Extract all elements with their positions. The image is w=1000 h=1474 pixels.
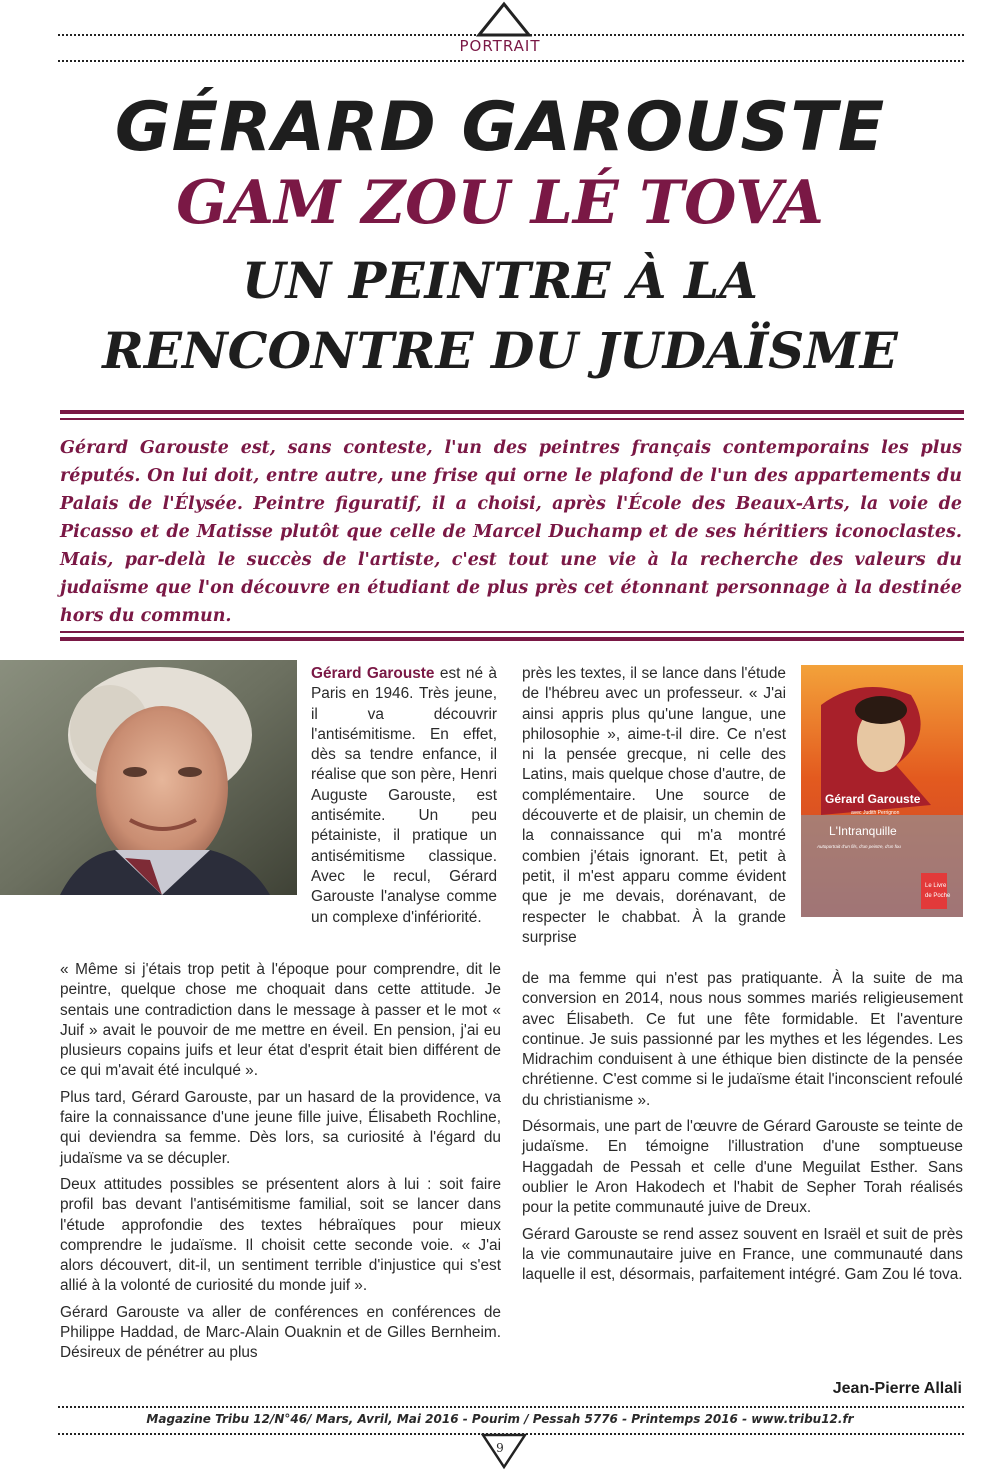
intro-rule-bottom-thin [60, 631, 964, 633]
title-motto: GAM ZOU LÉ TOVA [176, 168, 824, 238]
article-paragraph-3: Plus tard, Gérard Garouste, par un hasard de la providence, va faire la connaissance d'une jeune fille juive, Élisabeth Rochline, qui deviendra sa femme. Dès lors, sa curiosité à l'égard du judaïsme va se décupler. [60, 1088, 501, 1167]
book-cover-image [801, 665, 963, 917]
article-column-right-bottom [522, 969, 963, 1291]
book-author: Gérard Garouste [825, 792, 921, 806]
book-subtitle: Autoportrait d'un fils, d'un peintre, d'un fou [817, 844, 901, 849]
publisher-logo-line2: de Poche [925, 893, 951, 899]
title-subtitle [0, 246, 1000, 386]
section-label: PORTRAIT [459, 37, 541, 55]
lead-text: est né à Paris en 1946. Très jeune, il va découvrir l'antisémitisme. En effet, dès sa tendre enfance, il réalise que son père, Henri Auguste Garouste, est antisémite. Un peu pétainiste, il pratique un antisémitisme classique. Avec le recul, Gérard Garouste l'analyse comme un complexe d'infériorité. [311, 665, 497, 926]
footer-text: Magazine Tribu 12/N°46/ Mars, Avril, Mai 2016 - Pourim / Pessah 5776 - Printemps 2016 - www.tribu12.fr [146, 1412, 854, 1426]
article-paragraph-2: « Même si j'étais trop petit à l'époque pour comprendre, dit le peintre, quelque chose me choquait dans cette attitude. Je sentais une contradiction dans le message à passer et le mot « Juif » avait le pouvoir de me mettre en éveil. En pension, j'ai eu plusieurs copains juifs et leur état d'esprit était bien différent de ce qui m'avait été inculqué ». [60, 961, 501, 1080]
lead-name: Gérard Garouste [311, 665, 435, 682]
article-paragraph-7: Désormais, une part de l'œuvre de Gérard Garouste se teinte de judaïsme. En témoigne l'illustration d'une somptueuse Haggadah de Pessah et celle d'une Meguilat Esther. Sans oublier le Aron Hakodech et l'habit de Sepher Torah réalisés pour la petite communauté juive de Dreux. [522, 1118, 963, 1217]
title-subtitle-line2: RENCONTRE DU JUDAÏSME [102, 321, 898, 380]
article-column-left-bottom [60, 960, 501, 1370]
title-subtitle-line1: UN PEINTRE À LA [242, 251, 758, 310]
intro-rule-bottom [60, 637, 964, 641]
intro-paragraph: Gérard Garouste est, sans conteste, l'un des peintres français contemporains les plus réputés. On lui doit, entre autre, une frise qui orne le plafond de l'un des appartements du Palais de l'Élysée. Peintre figuratif, il a choisi, après l'École des Beaux-Arts, la voie de Picasso et de Matisse plutôt que celle de Marcel Duchamp et de ses héritiers iconoclastes. Mais, par-delà le succès de l'artiste, c'est tout une vie à la recherche des valeurs du judaïsme que l'on découvre en étudiant de plus près cet étonnant personnage à la destinée hors du commun. [60, 438, 962, 626]
article-paragraph-6-start: près les textes, il se lance dans l'étude de l'hébreu avec un professeur. « J'ai ainsi appris plus qu'une langue, une philosophie », aime-t-il dire. Ce n'est ni la pensée grecque, ni celle des Latins, mais quelque chose d'autre, de complémentaire. Une source de découverte et de plaisir, un chemin de la connaissance qui m'a montré combien j'étais ignorant. Et, petit à petit, il m'est apparu comme évident que je me devais, dorénavant, de respecter le chabbat. À la grande surprise [522, 665, 786, 946]
article-paragraph-6-end: de ma femme qui n'est pas pratiquante. À la suite de ma conversion en 2014, nous nous sommes mariés religieusement avec Élisabeth. Ce fut une fête formidable. Et l'aventure continue. Je suis passionné par les mythes et les légendes. Les Midrachim conduisent à une éthique bien distincte de la pensée chrétienne. C'est comme si le judaïsme était l'inconscient refoulé du christianisme ». [522, 970, 963, 1109]
page-number: 9 [496, 1441, 504, 1455]
book-title: L'Intranquille [829, 824, 897, 838]
top-triangle-ornament [475, 1, 533, 37]
book-coauthor: avec Judith Perrignon [851, 810, 900, 816]
intro-rule-top-thin [60, 418, 964, 420]
intro-rule-top [60, 410, 964, 414]
portrait-photo [0, 660, 297, 895]
section-dotted-rule [58, 60, 964, 62]
publisher-logo-line1: Le Livre [925, 883, 947, 889]
article-paragraph-8: Gérard Garouste se rend assez souvent en Israël et suit de près la vie communautaire juive en France, une communauté dans laquelle il est, désormais, parfaitement intégré. Gam Zou lé tova. [522, 1225, 963, 1284]
publisher-logo [921, 873, 947, 909]
article-paragraph-1 [311, 664, 497, 928]
footer-dotted-rule-top [58, 1406, 964, 1408]
title-name: GÉRARD GAROUSTE [114, 88, 886, 167]
article-column-right-top [522, 664, 786, 954]
author-byline: Jean-Pierre Allali [832, 1380, 962, 1397]
article-paragraph-5: Gérard Garouste va aller de conférences en conférences de Philippe Haddad, de Marc-Alain Ouaknin et de Gilles Bernheim. Désireux de pénétrer au plus [60, 1303, 501, 1362]
article-paragraph-4: Deux attitudes possibles se présentent alors à lui : soit faire profil bas devant l'antisémitisme familial, soit se lancer dans l'étude approfondie des textes hébraïques pour mieux comprendre le judaïsme. Il choisit cette seconde voie. « J'ai alors découvert, dit-il, un sentiment terrible d'injustice qui s'est allié à la volonté de curiosité du monde juif ». [60, 1175, 501, 1295]
article-column-left-top [311, 664, 497, 934]
